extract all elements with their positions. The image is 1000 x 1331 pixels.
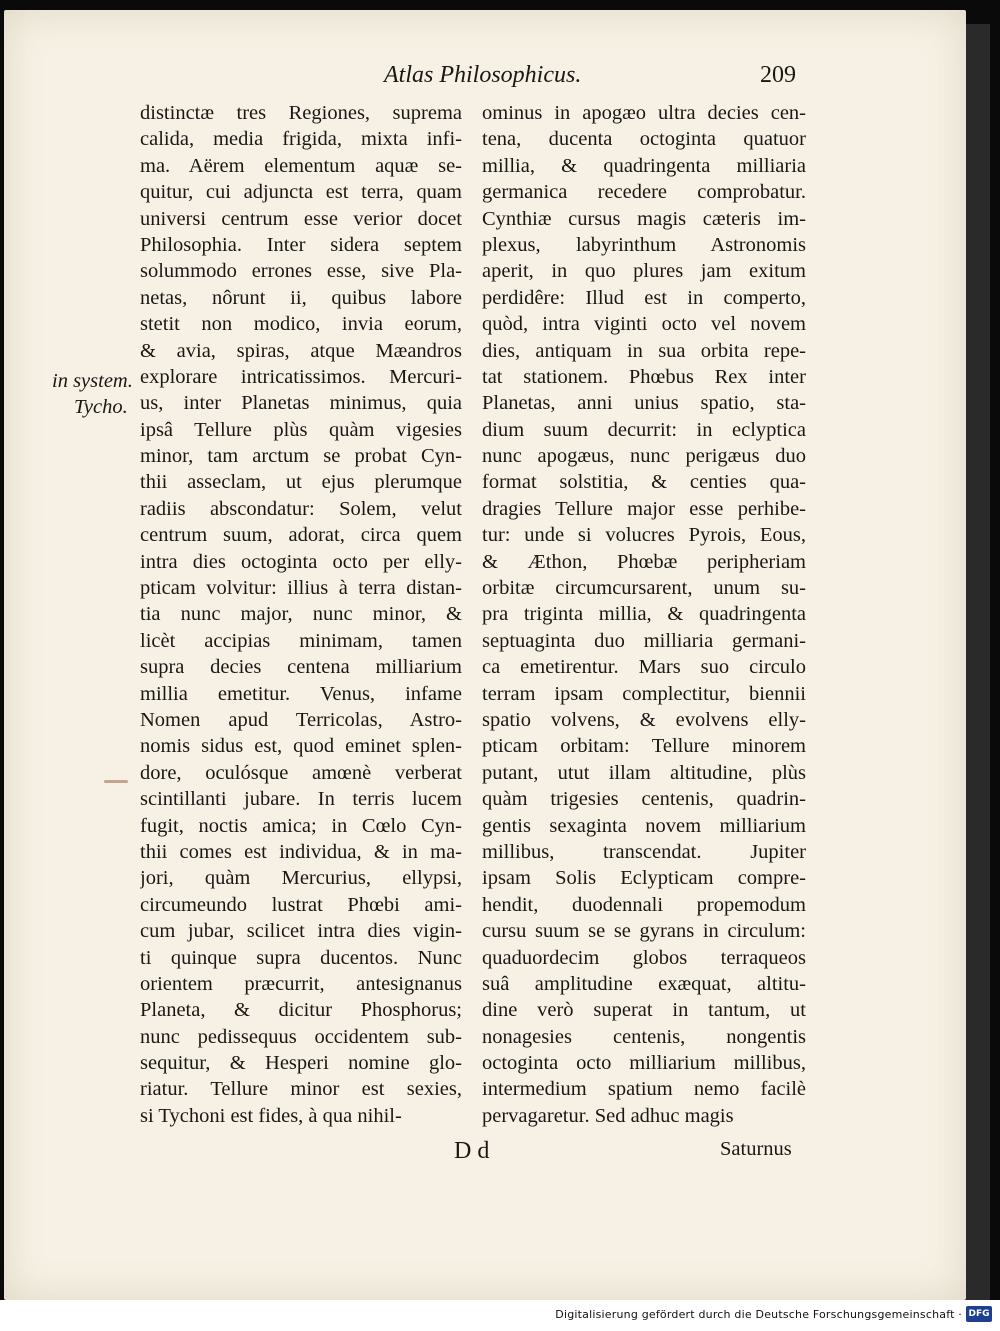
text-line: tat stationem. Phœbus Rex inter [482,365,806,388]
text-line: orbitæ circumcursarent, unum su- [482,577,806,600]
text-line: Planetas, anni unius spatio, sta- [482,392,806,415]
text-line: universi centrum esse verior docet [140,207,462,230]
text-line: cursu suum se se gyrans in circulum: [482,920,806,943]
text-line: plexus, labyrinthum Astronomis [482,233,806,256]
text-line: suâ amplitudine exæquat, altitu- [482,972,806,995]
text-line: radiis abscondatur: Solem, velut [140,497,462,520]
text-line: nonagesies centenis, nongentis [482,1025,806,1048]
text-line: dragies Tellure major esse perhibe- [482,497,806,520]
text-line: riatur. Tellure minor est sexies, [140,1078,462,1101]
text-line: tena, ducenta octoginta quatuor [482,128,806,151]
text-line: dore, oculósque amœnè verberat [140,761,462,784]
text-line: thii asseclam, ut ejus plerumque [140,471,462,494]
text-line: perdidêre: Illud est in comperto, [482,286,806,309]
attribution-text: Digitalisierung gefördert durch die Deutsche Forschungsgemeinschaft · [555,1308,962,1321]
text-line: fugit, noctis amica; in Cœlo Cyn- [140,814,462,837]
left-text-column [140,100,462,1129]
text-line: tur: unde si volucres Pyrois, Eous, [482,524,806,547]
text-line: millibus, transcendat. Jupiter [482,840,806,863]
text-line: supra decies centena milliarium [140,656,462,679]
text-line: intra dies octoginta octo per elly- [140,550,462,573]
dfg-logo: DFG [966,1306,992,1322]
text-line: us, inter Planetas minimus, quia [140,392,462,415]
page-edge [966,24,990,1300]
text-line: nomis sidus est, quod eminet splen- [140,735,462,758]
text-line: quaduordecim globos terraqueos [482,946,806,969]
text-line: aperit, in quo plures jam exitum [482,260,806,283]
text-line: dium suum decurrit: in eclyptica [482,418,806,441]
text-line: calida, media frigida, mixta infi- [140,128,462,151]
text-line: ominus in apogæo ultra decies cen- [482,102,806,124]
text-line: quàm trigesies centenis, quadrin- [482,788,806,811]
text-line: circumeundo lustrat Phœbi ami- [140,893,462,916]
text-line: stetit non modico, invia eorum, [140,313,462,336]
text-line: gentis sexaginta novem milliarium [482,814,806,837]
text-line: pticam orbitam: Tellure minorem [482,735,806,758]
catchword: Saturnus [720,1138,792,1160]
text-line: orientem præcurrit, antesignanus [140,972,462,995]
page-number: 209 [760,62,796,88]
margin-note: in system. [52,370,133,392]
text-line: & avia, spiras, atque Mæandros [140,339,462,362]
text-line: si Tychoni est fides, à qua nihil- [140,1104,402,1127]
text-line: ipsâ Tellure plùs quàm vigesies [140,418,462,441]
text-line: licèt accipias minimam, tamen [140,629,462,652]
text-line: Nomen apud Terricolas, Astro- [140,708,462,731]
text-line: minor, tam arctum se probat Cyn- [140,445,462,468]
text-line: ti quinque supra ducentos. Nunc [140,946,462,969]
text-line: quòd, intra viginti octo vel novem [482,313,806,336]
margin-note: Tycho. [74,396,128,418]
text-line: intermedium spatium nemo facilè [482,1078,806,1101]
text-line: tia nunc major, nunc minor, & [140,603,462,626]
text-line: sequitur, & Hesperi nomine glo- [140,1052,462,1075]
text-line: jori, quàm Mercurius, ellypsi, [140,867,462,890]
text-line: explorare intricatissimos. Mercuri- [140,365,462,388]
text-line: nunc pedissequus occidentem sub- [140,1025,462,1048]
text-line: dies, antiquam in sua orbita repe- [482,339,806,362]
text-line: & Æthon, Phœbæ peripheriam [482,550,806,573]
running-head: Atlas Philosophicus. [384,62,582,88]
ink-mark [104,780,128,783]
text-line: terram ipsam complectitur, biennii [482,682,806,705]
text-line: Cynthiæ cursus magis cæteris im- [482,207,806,230]
text-line: centrum suum, adorat, circa quem [140,524,462,547]
text-line: ma. Aërem elementum aquæ se- [140,154,462,177]
text-line: pervagaretur. Sed adhuc magis [482,1104,734,1127]
right-text-column [482,100,806,1129]
text-line: hendit, duodennali propemodum [482,893,806,916]
text-line: octoginta octo milliarium millibus, [482,1052,806,1075]
text-line: pticam volvitur: illius à terra distan- [140,577,462,600]
text-line: cum jubar, scilicet intra dies vigin- [140,920,462,943]
text-line: scintillanti jubare. In terris lucem [140,788,462,811]
text-line: nunc apogæus, nunc perigæus duo [482,445,806,468]
text-line: putant, utut illam altitudine, plùs [482,761,806,784]
text-line: spatio volvens, & evolvens elly- [482,708,806,731]
text-line: netas, nôrunt ii, quibus labore [140,286,462,309]
text-line: Philosophia. Inter sidera septem [140,233,462,256]
text-line: solummodo errones esse, sive Pla- [140,260,462,283]
text-line: format solstitia, & centies qua- [482,471,806,494]
text-line: ipsam Solis Eclypticam compre- [482,867,806,890]
text-line: Planeta, & dicitur Phosphorus; [140,999,462,1022]
text-line: pra triginta millia, & quadringenta [482,603,806,626]
text-line: millia emetitur. Venus, infame [140,682,462,705]
text-line: distinctæ tres Regiones, suprema [140,102,462,124]
text-line: dine verò superat in tantum, ut [482,999,806,1022]
text-line: thii comes est individua, & in ma- [140,840,462,863]
text-line: septuaginta duo milliaria germani- [482,629,806,652]
text-line: ca emetirentur. Mars suo circulo [482,656,806,679]
text-line: quitur, cui adjuncta est terra, quam [140,181,462,204]
text-line: germanica recedere comprobatur. [482,181,806,204]
signature-mark: D d [454,1138,490,1164]
text-line: millia, & quadringenta milliaria [482,154,806,177]
